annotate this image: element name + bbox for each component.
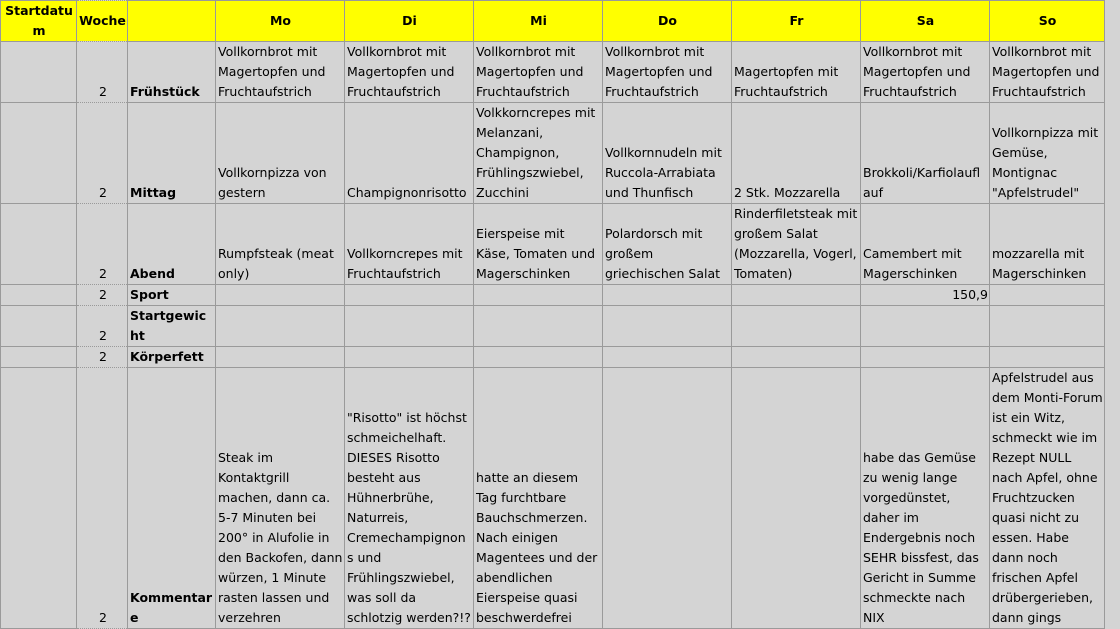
header-blank[interactable] — [128, 1, 216, 42]
cell-fr[interactable] — [732, 347, 861, 368]
cell-mi[interactable] — [474, 306, 603, 347]
header-mo[interactable]: Mo — [216, 1, 345, 42]
cell-startdatum[interactable] — [1, 285, 77, 306]
cell-fr[interactable] — [732, 306, 861, 347]
row-abend — [1, 204, 1105, 285]
cell-mi[interactable]: hatte an diesem Tag furchtbare Bauchschmerzen. Nach einigen Magentees und der abendlichen Eierspeise quasi beschwerdefrei — [474, 368, 603, 629]
cell-label[interactable]: Mittag — [128, 103, 216, 204]
cell-mi[interactable] — [474, 347, 603, 368]
cell-woche[interactable]: 2 — [77, 42, 128, 103]
cell-woche[interactable]: 2 — [77, 347, 128, 368]
cell-startdatum[interactable] — [1, 306, 77, 347]
cell-sa[interactable]: Camembert mit Magerschinken — [861, 204, 990, 285]
row-koerperfett — [1, 347, 1105, 368]
cell-so[interactable]: Vollkornbrot mit Magertopfen und Fruchtaufstrich — [990, 42, 1105, 103]
cell-di[interactable] — [345, 285, 474, 306]
cell-mi[interactable] — [474, 285, 603, 306]
cell-sa[interactable]: 150,9 — [861, 285, 990, 306]
cell-mi[interactable]: Volkkorncrepes mit Melanzani, Champignon, Frühlingszwiebel, Zucchini — [474, 103, 603, 204]
cell-mi[interactable]: Vollkornbrot mit Magertopfen und Fruchtaufstrich — [474, 42, 603, 103]
row-kommentare — [1, 368, 1105, 629]
cell-startdatum[interactable] — [1, 204, 77, 285]
cell-so[interactable] — [990, 306, 1105, 347]
cell-fr[interactable]: Magertopfen mit Fruchtaufstrich — [732, 42, 861, 103]
cell-mi[interactable]: Eierspeise mit Käse, Tomaten und Magerschinken — [474, 204, 603, 285]
cell-woche[interactable]: 2 — [77, 204, 128, 285]
cell-mo[interactable]: Steak im Kontaktgrill machen, dann ca. 5-7 Minuten bei 200° in Alufolie in den Backofen, dann würzen, 1 Minute rasten lassen und verzehren — [216, 368, 345, 629]
cell-label[interactable]: Abend — [128, 204, 216, 285]
cell-label[interactable]: Startgewicht — [128, 306, 216, 347]
cell-fr[interactable] — [732, 285, 861, 306]
cell-startdatum[interactable] — [1, 42, 77, 103]
header-row — [1, 1, 1105, 42]
cell-mo[interactable] — [216, 347, 345, 368]
cell-label[interactable]: Frühstück — [128, 42, 216, 103]
cell-do[interactable]: Polardorsch mit großem griechischen Salat — [603, 204, 732, 285]
cell-do[interactable]: Vollkornbrot mit Magertopfen und Fruchtaufstrich — [603, 42, 732, 103]
cell-mo[interactable]: Vollkornbrot mit Magertopfen und Fruchtaufstrich — [216, 42, 345, 103]
cell-fr[interactable]: 2 Stk. Mozzarella — [732, 103, 861, 204]
cell-do[interactable] — [603, 306, 732, 347]
cell-label[interactable]: Kommentare — [128, 368, 216, 629]
cell-so[interactable]: Vollkornpizza mit Gemüse, Montignac "Apfelstrudel" — [990, 103, 1105, 204]
cell-di[interactable] — [345, 347, 474, 368]
row-sport — [1, 285, 1105, 306]
cell-sa[interactable] — [861, 347, 990, 368]
header-so[interactable]: So — [990, 1, 1105, 42]
cell-woche[interactable]: 2 — [77, 368, 128, 629]
row-fruehstueck — [1, 42, 1105, 103]
cell-woche[interactable]: 2 — [77, 103, 128, 204]
cell-woche[interactable]: 2 — [77, 285, 128, 306]
cell-sa[interactable] — [861, 306, 990, 347]
cell-label[interactable]: Sport — [128, 285, 216, 306]
cell-sa[interactable]: Vollkornbrot mit Magertopfen und Fruchtaufstrich — [861, 42, 990, 103]
row-startgewicht — [1, 306, 1105, 347]
cell-mo[interactable] — [216, 306, 345, 347]
cell-do[interactable] — [603, 347, 732, 368]
cell-do[interactable]: Vollkornnudeln mit Ruccola-Arrabiata und Thunfisch — [603, 103, 732, 204]
cell-mo[interactable] — [216, 285, 345, 306]
cell-mo[interactable]: Vollkornpizza von gestern — [216, 103, 345, 204]
cell-do[interactable] — [603, 368, 732, 629]
cell-fr[interactable]: Rinderfiletsteak mit großem Salat (Mozzarella, Vogerl, Tomaten) — [732, 204, 861, 285]
cell-do[interactable] — [603, 285, 732, 306]
header-mi[interactable]: Mi — [474, 1, 603, 42]
cell-startdatum[interactable] — [1, 347, 77, 368]
header-di[interactable]: Di — [345, 1, 474, 42]
cell-mo[interactable]: Rumpfsteak (meat only) — [216, 204, 345, 285]
cell-so[interactable]: mozzarella mit Magerschinken — [990, 204, 1105, 285]
cell-label[interactable]: Körperfett — [128, 347, 216, 368]
cell-di[interactable]: "Risotto" ist höchst schmeichelhaft. DIESES Risotto besteht aus Hühnerbrühe, Naturreis, Cremechampignons und Frühlingszwiebel, was soll da schlotzig werden?!? — [345, 368, 474, 629]
cell-di[interactable]: Champignonrisotto — [345, 103, 474, 204]
cell-startdatum[interactable] — [1, 103, 77, 204]
header-woche[interactable]: Woche — [77, 1, 128, 42]
cell-so[interactable] — [990, 285, 1105, 306]
cell-di[interactable]: Vollkornbrot mit Magertopfen und Fruchtaufstrich — [345, 42, 474, 103]
row-mittag — [1, 103, 1105, 204]
cell-di[interactable]: Vollkorncrepes mit Fruchtaufstrich — [345, 204, 474, 285]
header-do[interactable]: Do — [603, 1, 732, 42]
cell-startdatum[interactable] — [1, 368, 77, 629]
header-fr[interactable]: Fr — [732, 1, 861, 42]
cell-so[interactable]: Apfelstrudel aus dem Monti-Forum ist ein Witz, schmeckt wie im Rezept NULL nach Apfel, ohne Fruchtzucken quasi nicht zu essen. Habe dann noch frischen Apfel drübergerieben, dann gings — [990, 368, 1105, 629]
cell-di[interactable] — [345, 306, 474, 347]
header-sa[interactable]: Sa — [861, 1, 990, 42]
cell-woche[interactable]: 2 — [77, 306, 128, 347]
cell-sa[interactable]: Brokkoli/Karfiolaufl auf — [861, 103, 990, 204]
cell-so[interactable] — [990, 347, 1105, 368]
cell-fr[interactable] — [732, 368, 861, 629]
cell-sa[interactable]: habe das Gemüse zu wenig lange vorgedünstet, daher im Endergebnis noch SEHR bissfest, das Gericht in Summe schmeckte nach NIX — [861, 368, 990, 629]
header-startdatum[interactable]: Startdatum — [1, 1, 77, 42]
